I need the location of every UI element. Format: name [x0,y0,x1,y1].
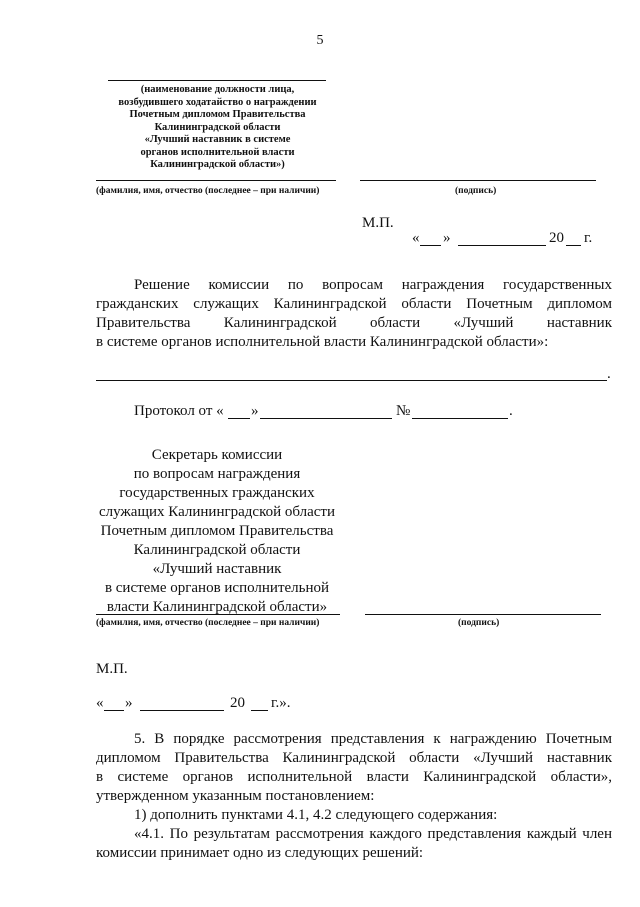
secretary-line: государственных гражданских [119,485,315,501]
fio-caption-top: (фамилия, имя, отчество (последнее – при наличии) [96,186,320,196]
date-year-line [566,245,581,246]
protocol-label: Протокол от « [134,403,224,419]
decision-text [96,276,612,352]
date-year-line [251,710,268,711]
decision-line: Правительства Калининградской области «Лучший наставник [96,315,612,331]
secretary-line: Калининградской области [133,542,301,558]
secretary-line: служащих Калининградской области [98,504,336,520]
date-top [412,229,602,249]
date-day-line [104,710,124,711]
secretary-line: Почетным дипломом Правительства [100,523,334,539]
signature-line-secretary [365,614,601,615]
caption-line: возбудившего ходатайство о награждении [118,96,317,108]
date-suffix: г.». [271,695,291,711]
decision-line: Решение комиссии по вопросам награждения государственных [134,277,612,293]
decision-blank-line [96,380,607,381]
protocol-number-sign: № [396,403,411,419]
date-open-quote: « [96,695,104,711]
fio-caption-secretary: (фамилия, имя, отчество (последнее – при наличии) [96,618,320,628]
secretary-line: Секретарь комиссии [151,447,283,463]
p5-line: 5. В порядке рассмотрения представления к награждению Почетным [134,731,612,747]
official-name-line [108,80,326,81]
signature-line-top [360,180,596,181]
decision-line: в системе органов исполнительной власти Калининградской области»: [96,334,549,350]
date-year: 20 [230,695,245,711]
date-open-quote: « [412,230,420,246]
page-number: 5 [316,33,324,48]
date-day-line [420,245,441,246]
p5-line: дипломом Правительства Калининградской области «Лучший наставник [96,750,612,766]
caption-line: Почетным дипломом Правительства [129,109,306,120]
signature-caption-top: (подпись) [455,186,497,196]
date-close-quote: » [125,695,133,711]
protocol-number-line [412,418,508,419]
decision-end-dot: . [607,366,611,382]
secretary-line: «Лучший наставник [152,561,282,577]
date-secretary [96,694,336,714]
date-close-quote: » [443,230,451,246]
official-caption [80,84,355,172]
caption-line: «Лучший наставник в системе [144,134,291,145]
caption-line: (наименование должности лица, [140,84,295,95]
date-month-line [140,710,224,711]
caption-line: Калининградской области [154,121,281,133]
protocol-close-quote: » [251,403,259,419]
protocol-row [134,402,534,422]
decision-line: гражданских служащих Калининградской области Почетным дипломом [96,296,612,312]
item1-line: 1) дополнить пунктами 4.1, 4.2 следующего содержания: [134,807,498,823]
date-suffix: г. [584,230,593,246]
caption-line: органов исполнительной власти [140,146,295,158]
caption-line: Калининградской области») [150,159,285,170]
protocol-end-dot: . [509,403,513,419]
signature-caption-secretary: (подпись) [458,618,500,628]
date-month-line [458,245,546,246]
protocol-day-line [228,418,250,419]
secretary-line: по вопросам награждения [133,466,301,482]
mp-top: М.П. [362,215,394,231]
fio-line-top [96,180,336,181]
fio-line-secretary [96,614,340,615]
mp-secretary: М.П. [96,661,128,677]
secretary-line: в системе органов исполнительной [104,580,330,596]
date-year: 20 [549,230,564,246]
p5-line: в системе органов исполнительной власти Калининградской области», [96,769,612,785]
p41-line: комиссии принимает одно из следующих решений: [96,845,424,861]
body-text [96,730,612,863]
secretary-title [86,446,348,617]
p41-line: «4.1. По результатам рассмотрения каждого представления каждый член [134,826,612,842]
p5-line: утвержденном указанным постановлением: [96,788,375,804]
protocol-date-line [260,418,392,419]
secretary-line: власти Калининградской области» [106,599,328,615]
